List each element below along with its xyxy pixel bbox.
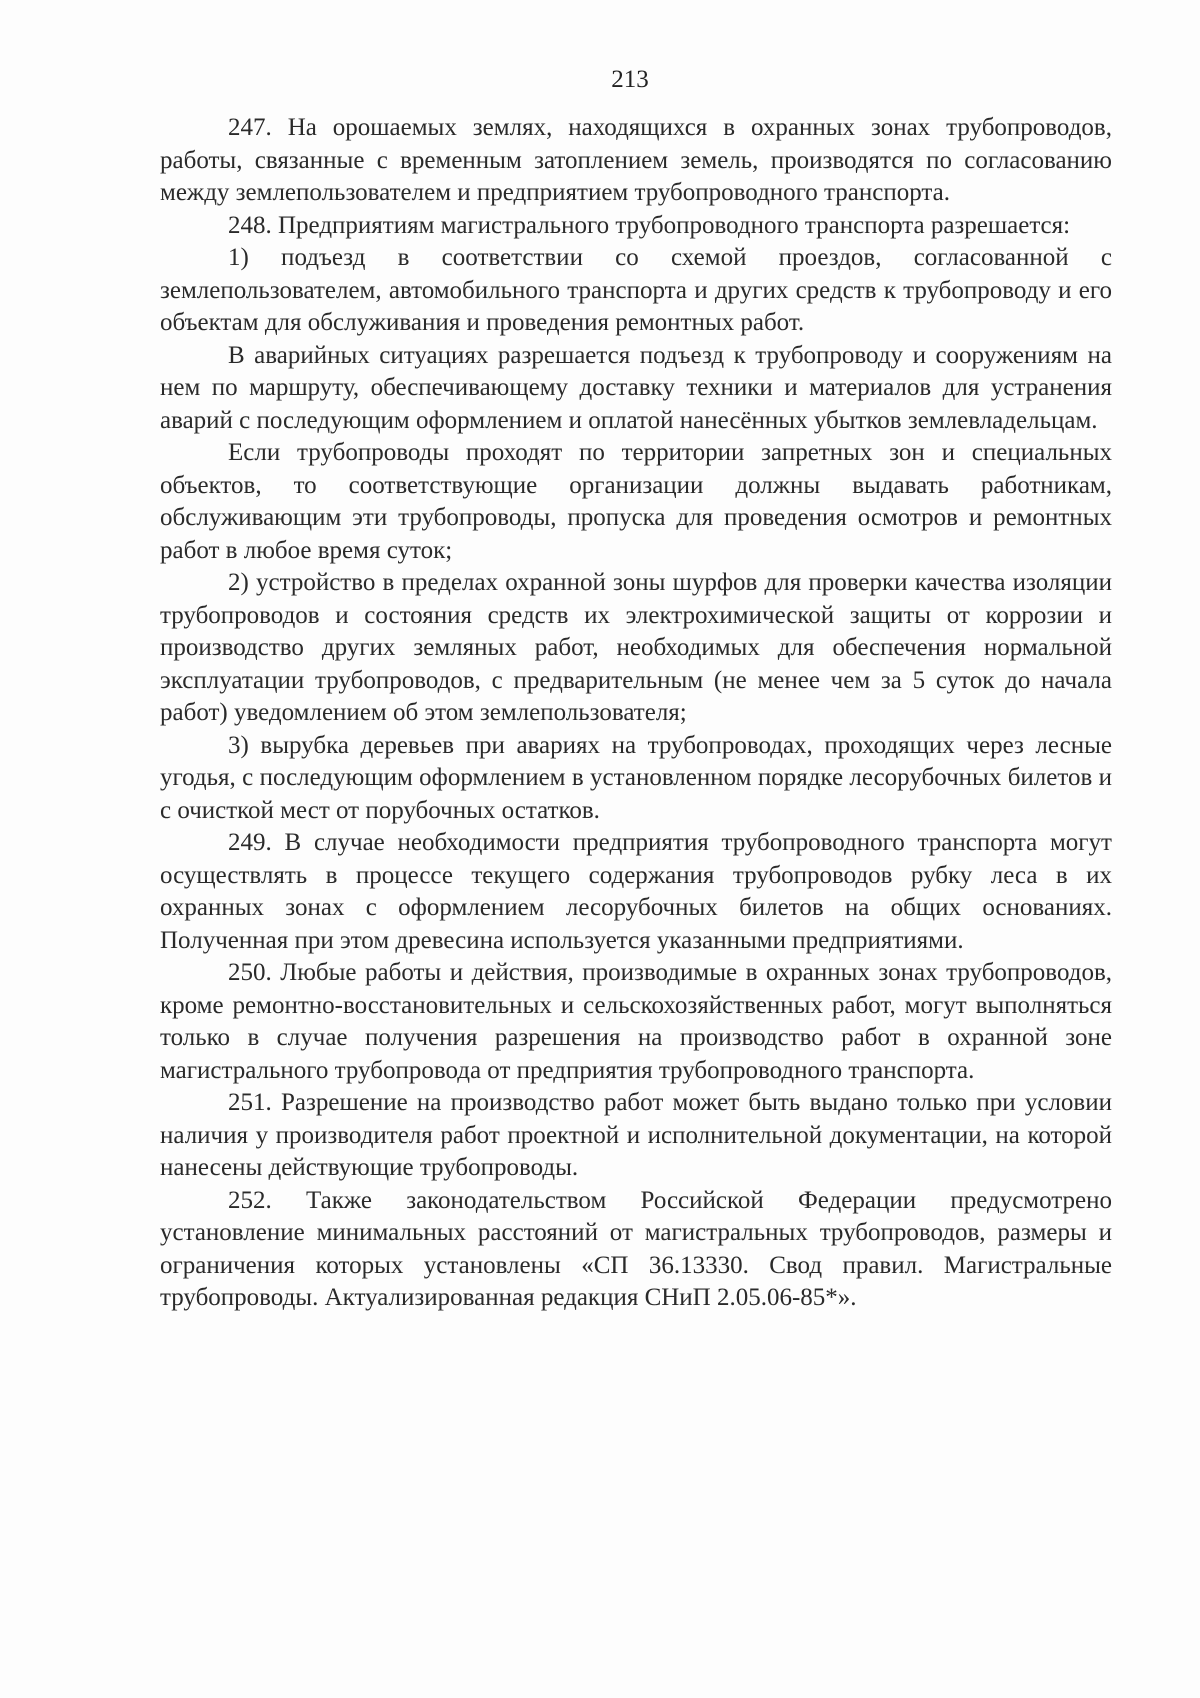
paragraph-248-item-3: 3) вырубка деревьев при авариях на трубопроводах, проходящих через лесные угодья, с последующим оформлением в установленном порядке лесорубочных билетов и с очисткой мест от порубочных остатков. (160, 731, 1112, 824)
paragraph-250: 250. Любые работы и действия, производимые в охранных зонах трубопроводов, кроме ремонтно-восстановительных и сельскохозяйственных работ, могут выполняться только в случае получения разрешения на производство работ в охранной зоне магистрального трубопровода от предприятия трубопроводного транспорта. (160, 959, 1112, 1084)
paragraph-247: 247. На орошаемых землях, находящихся в охранных зонах трубопроводов, работы, связанные с временным затоплением земель, производятся по согласованию между землепользователем и предприятием трубопроводного транспорта. (160, 114, 1112, 206)
paragraph-249: 249. В случае необходимости предприятия трубопроводного транспорта могут осуществлять в процессе текущего содержания трубопроводов рубку леса в их охранных зонах с оформлением лесорубочных билетов на общих основаниях. Полученная при этом древесина используется указанными предприятиями. (160, 829, 1112, 954)
page-number: 213 (611, 66, 649, 93)
paragraph-emergency-access: В аварийных ситуациях разрешается подъезд к трубопроводу и сооружениям на нем по маршруту, обеспечивающему доставку техники и материалов для устранения аварий с последующим оформлением и оплатой нанесённых убытков землевладельцам. (160, 341, 1112, 434)
paragraph-restricted-zones: Если трубопроводы проходят по территории запретных зон и специальных объектов, то соответствующие организации должны выдавать работникам, обслуживающим эти трубопроводы, пропуска для проведения осмотров и ремонтных работ в любое время суток; (160, 439, 1112, 564)
paragraph-248-item-2: 2) устройство в пределах охранной зоны шурфов для проверки качества изоляции трубопроводов и состояния средств их электрохимической защиты от коррозии и производство других земляных работ, необходимых для обеспечения нормальной эксплуатации трубопроводов, с предварительным (не менее чем за 5 суток до начала работ) уведомлением об этом землепользователя; (160, 569, 1112, 726)
paragraph-252: 252. Также законодательством Российской Федерации предусмотрено установление минимальных расстояний от магистральных трубопроводов, размеры и ограничения которых установлены «СП 36.13330. Свод правил. Магистральные трубопроводы. Актуализированная редакция СНиП 2.05.06-85*». (160, 1186, 1112, 1311)
paragraph-248: 248. Предприятиям магистрального трубопроводного транспорта разрешается: (228, 211, 1071, 239)
paragraph-251: 251. Разрешение на производство работ может быть выдано только при условии наличия у производителя работ проектной и исполнительной документации, на которой нанесены действующие трубопроводы. (160, 1089, 1112, 1181)
document-body (160, 112, 1112, 1315)
paragraph-248-item-1: 1) подъезд в соответствии со схемой проездов, согласованной с землепользователем, автомобильного транспорта и других средств к трубопроводу и его объектам для обслуживания и проведения ремонтных работ. (160, 244, 1112, 336)
